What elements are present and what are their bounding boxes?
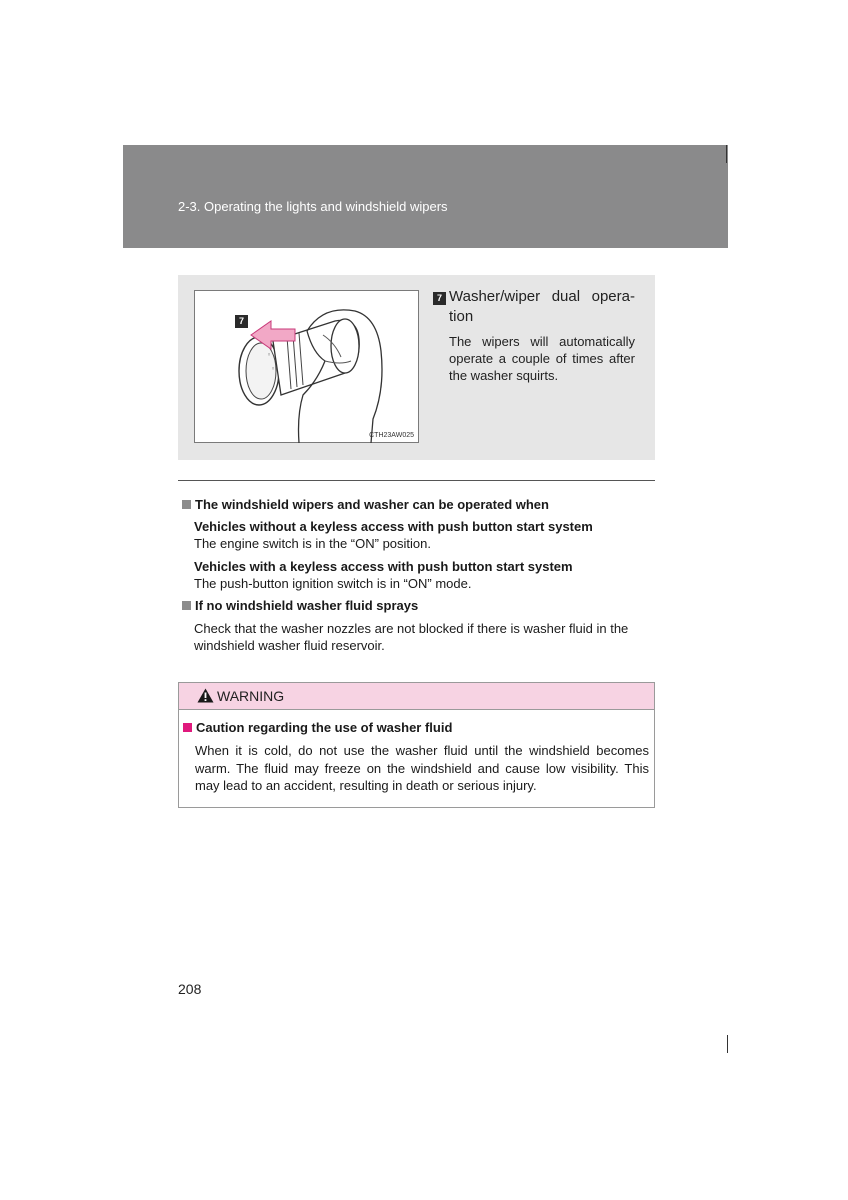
note-body-operation [182,518,655,592]
warning-subheading-text: Caution regarding the use of washer fluid [196,720,453,735]
svg-text:◦: ◦ [271,365,276,373]
step-title: Washer/wiper dual opera-tion [449,288,635,325]
note-heading-operation-text: The windshield wipers and washer can be operated when [195,497,549,512]
image-code: CTH23AW025 [369,432,414,439]
step-number-badge: 7 [433,292,446,305]
warning-subheading [183,720,452,735]
keyless-text: The push-button ignition switch is in “ON” mode. [194,576,472,591]
warning-header [179,683,654,710]
note-heading-operation [182,496,655,514]
wiper-lever-drawing [195,291,420,444]
no-keyless-text: The engine switch is in the “ON” position. [194,536,431,551]
warning-text: When it is cold, do not use the washer fluid until the windshield becomes warm. The fluid may freeze on the windshield and cause low visibility. This may lead to an accident, resulting in death or serious injury. [195,743,649,793]
svg-text:◦: ◦ [267,351,272,359]
page-number: 208 [178,981,202,997]
step-description: The wipers will automatically operate a couple of times after the washer squirts. [449,334,635,383]
section-title: 2-3. Operating the lights and windshield wipers [178,199,448,214]
note-heading-no-spray-text: If no windshield washer fluid sprays [195,598,419,613]
note-body-no-spray: Check that the washer nozzles are not blocked if there is washer fluid in the windshield washer fluid reservoir. [194,621,629,653]
warning-box [178,682,655,808]
section-divider [178,480,655,481]
warning-label: WARNING [217,688,285,704]
warning-triangle-icon [197,688,214,703]
illustration-panel [178,275,655,460]
keyless-heading: Vehicles with a keyless access with push button start system [194,559,573,574]
note-heading-no-spray [182,597,655,615]
notes-section [182,496,655,654]
crop-mark-top [726,145,727,163]
illustration-number-badge: 7 [235,315,248,328]
gray-square-bullet-icon [182,500,191,509]
gray-square-bullet-icon [182,601,191,610]
no-keyless-heading: Vehicles without a keyless access with push button start system [194,519,593,534]
wiper-illustration [194,290,419,443]
crop-mark-bottom [727,1035,728,1053]
header-band [123,145,728,248]
pink-square-bullet-icon [183,723,192,732]
